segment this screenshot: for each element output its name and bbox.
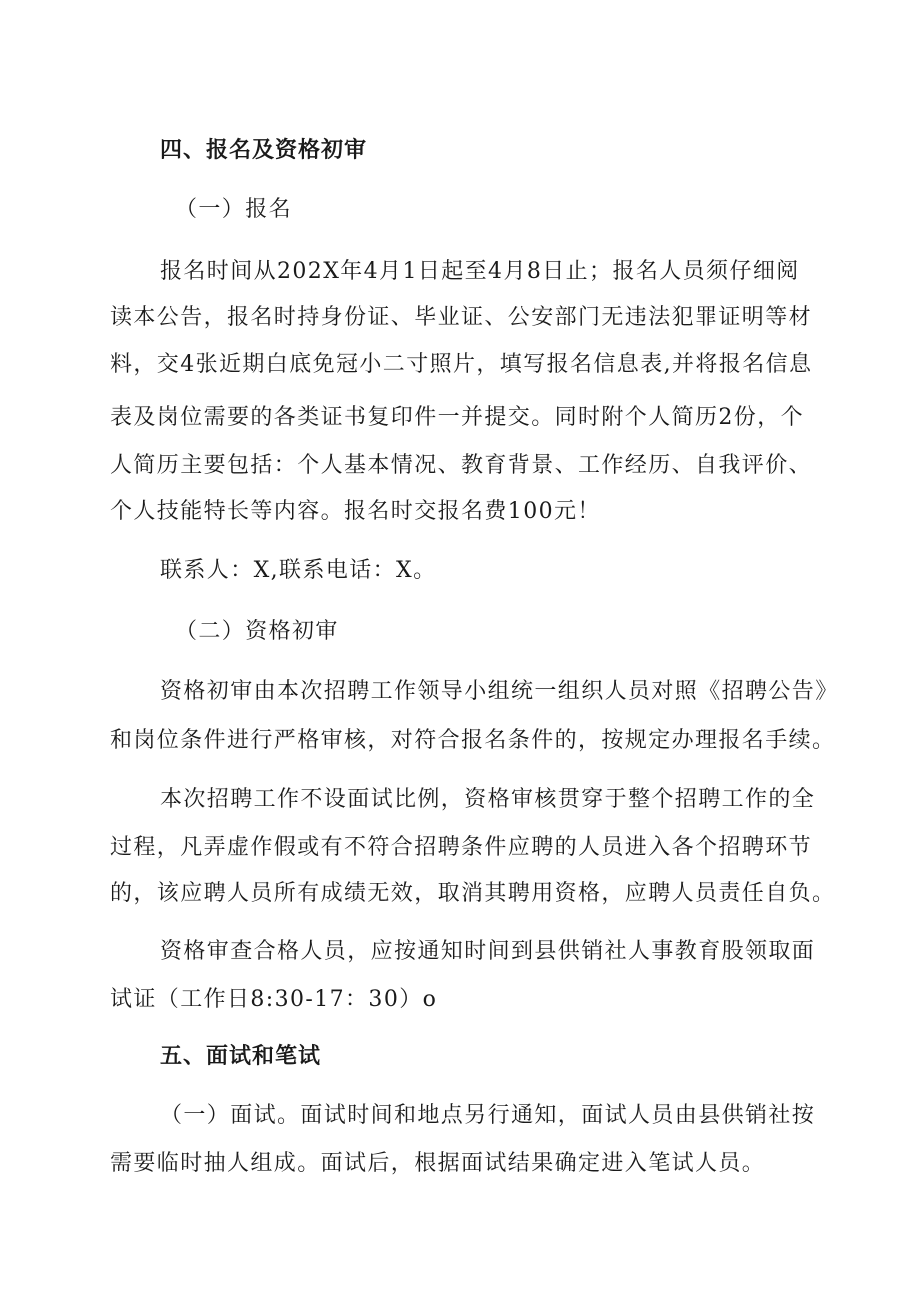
paragraph-line: 个人技能特长等内容。报名时交报名费100元！ <box>110 499 601 524</box>
paragraph-line: 需要临时抽人组成。面试后，根据面试结果确定进入笔试人员。 <box>110 1151 766 1176</box>
paragraph-line: 料，交4张近期白底免冠小二寸照片，填写报名信息表,并将报名信息 <box>110 352 813 377</box>
section-heading: 四、报名及资格初审 <box>160 138 368 163</box>
paragraph-line: （一）面试。面试时间和地点另行通知，面试人员由县供销社按 <box>160 1103 816 1128</box>
section-heading: 五、面试和笔试 <box>160 1044 322 1069</box>
paragraph-line: 试证（工作日8:30-17：30）o <box>110 987 438 1012</box>
paragraph-line: 报名时间从202X年4月1日起至4月8日止；报名人员须仔细阅 <box>160 259 800 284</box>
paragraph-line: 过程，凡弄虚作假或有不符合招聘条件应聘的人员进入各个招聘环节 <box>110 835 813 860</box>
paragraph-line: 表及岗位需要的各类证书复印件一并提交。同时附个人简历2份，个 <box>110 405 804 430</box>
paragraph-line: 的，该应聘人员所有成绩无效，取消其聘用资格，应聘人员责任自负。 <box>110 881 836 906</box>
paragraph-line: 资格初审由本次招聘工作领导小组统一组织人员对照《招聘公告》 <box>160 679 839 704</box>
paragraph-line: 读本公告，报名时持身份证、毕业证、公安部门无违法犯罪证明等材 <box>110 305 813 330</box>
paragraph-line: 资格审查合格人员，应按通知时间到县供销社人事教育股领取面 <box>160 939 816 964</box>
paragraph-line: 和岗位条件进行严格审核，对符合报名条件的，按规定办理报名手续。 <box>110 728 836 753</box>
subsection-title: （二）资格初审 <box>175 619 339 644</box>
paragraph-line: 本次招聘工作不设面试比例，资格审核贯穿于整个招聘工作的全 <box>160 787 816 812</box>
paragraph-line: 人简历主要包括：个人基本情况、教育背景、工作经历、自我评价、 <box>110 453 813 478</box>
subsection-title: （一）报名 <box>175 197 293 222</box>
contact-line: 联系人：X,联系电话：X。 <box>160 558 437 583</box>
